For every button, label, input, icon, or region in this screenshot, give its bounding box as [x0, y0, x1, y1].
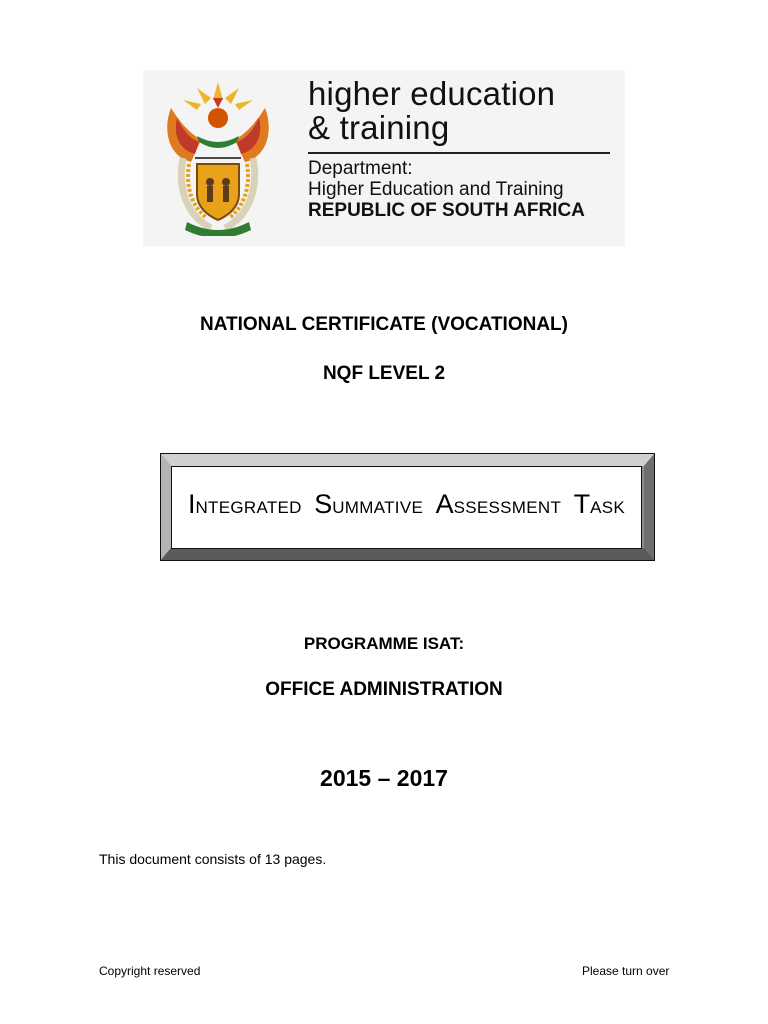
certificate-title: NATIONAL CERTIFICATE (VOCATIONAL) — [199, 314, 568, 335]
task-title-word-2: SUMMATIVE — [314, 489, 424, 519]
task-title — [172, 489, 641, 520]
department-header — [143, 70, 625, 246]
task-title-word-4: TASK — [573, 489, 626, 519]
footer-turn-over: Please turn over — [582, 964, 670, 978]
task-title-box — [160, 453, 655, 561]
department-name: Higher Education and Training — [308, 179, 564, 200]
task-title-panel — [171, 466, 642, 549]
footer-copyright: Copyright reserved — [99, 964, 201, 978]
country-name: REPUBLIC OF SOUTH AFRICA — [308, 200, 585, 221]
task-title-word-1: INTEGRATED — [187, 489, 302, 519]
nqf-level: NQF LEVEL 2 — [322, 363, 446, 384]
brand-line-1: higher education — [308, 75, 556, 112]
programme-years: 2015 – 2017 — [320, 765, 448, 791]
programme-label: PROGRAMME ISAT: — [303, 634, 465, 653]
brand-line-2: & training — [308, 109, 450, 146]
department-label: Department: — [308, 158, 413, 179]
page-count-note: This document consists of 13 pages. — [99, 851, 327, 867]
coat-of-arms-icon — [157, 78, 279, 236]
header-divider — [308, 152, 610, 154]
programme-name: OFFICE ADMINISTRATION — [265, 679, 503, 700]
task-title-word-3: ASSESSMENT — [435, 489, 562, 519]
